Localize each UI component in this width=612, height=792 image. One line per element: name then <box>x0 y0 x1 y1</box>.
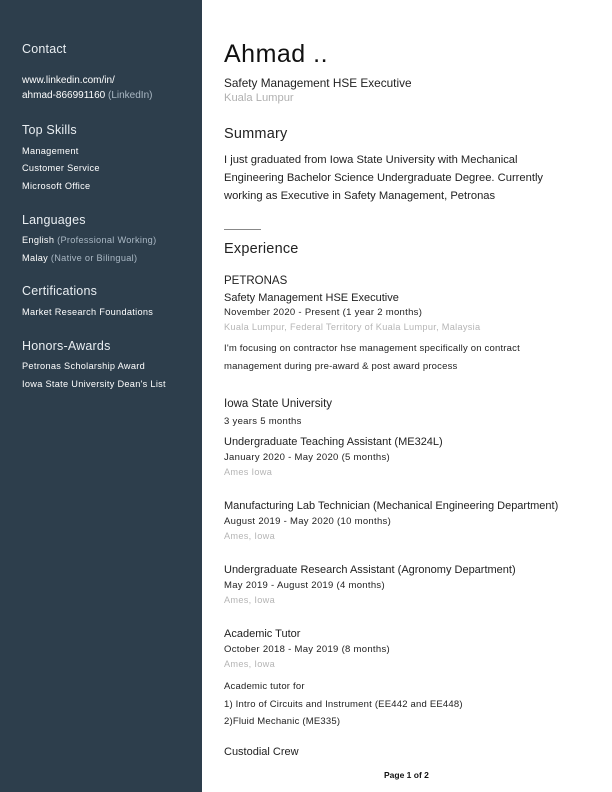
role-location: Ames, Iowa <box>224 531 275 541</box>
role-title: Undergraduate Teaching Assistant (ME324L) <box>224 436 443 448</box>
company-name: PETRONAS <box>224 275 288 287</box>
linkedin-suffix: (LinkedIn) <box>108 90 153 101</box>
person-name: Ahmad .. <box>224 40 329 68</box>
role-description: 2)Fluid Mechanic (ME335) <box>224 716 341 727</box>
language-name: English <box>22 235 55 245</box>
language-level: (Native or Bilingual) <box>50 253 138 263</box>
summary-line: working as Executive in Safety Management, Petronas <box>224 190 496 202</box>
certifications-heading: Certifications <box>22 284 98 298</box>
linkedin-link-line2[interactable] <box>22 90 152 101</box>
role-dates: November 2020 - Present (1 year 2 months) <box>224 307 423 318</box>
role-location: Ames Iowa <box>224 467 273 477</box>
contact-heading: Contact <box>22 42 67 56</box>
role-dates: May 2019 - August 2019 (4 months) <box>224 580 385 591</box>
page-number: Page 1 of 2 <box>384 770 429 780</box>
experience-heading: Experience <box>224 241 299 257</box>
linkedin-handle[interactable]: ahmad-866991160 <box>22 90 106 101</box>
company-duration: 3 years 5 months <box>224 416 302 427</box>
language-name: Malay <box>22 253 49 263</box>
role-description: management during pre-award & post award process <box>224 361 458 372</box>
language-item <box>22 253 137 263</box>
role-title: Custodial Crew <box>224 746 299 758</box>
company-name: Iowa State University <box>224 398 333 410</box>
role-title: Academic Tutor <box>224 628 301 640</box>
role-description: I'm focusing on contractor hse management specifically on contract <box>224 343 520 354</box>
language-item <box>22 235 156 245</box>
role-title: Undergraduate Research Assistant (Agronomy Department) <box>224 564 516 576</box>
role-title: Manufacturing Lab Technician (Mechanical Engineering Department) <box>224 500 559 512</box>
summary-text <box>224 151 584 205</box>
summary-line: I just graduated from Iowa State University with Mechanical <box>224 154 518 166</box>
skill-item: Microsoft Office <box>22 181 91 191</box>
sidebar <box>0 0 202 792</box>
role-description: 1) Intro of Circuits and Instrument (EE442 and EE448) <box>224 699 463 710</box>
skill-item: Management <box>22 146 79 156</box>
role-description: Academic tutor for <box>224 681 305 692</box>
role-title: Safety Management HSE Executive <box>224 292 399 304</box>
role-dates: January 2020 - May 2020 (5 months) <box>224 452 390 463</box>
certification-item: Market Research Foundations <box>22 307 154 317</box>
role-dates: August 2019 - May 2020 (10 months) <box>224 516 392 527</box>
language-level: (Professional Working) <box>57 235 157 245</box>
skill-item: Customer Service <box>22 163 100 173</box>
summary-line: Engineering Bachelor Science Undergraduate Degree. Currently <box>224 172 544 184</box>
role-location: Ames, Iowa <box>224 595 275 605</box>
role-location: Kuala Lumpur, Federal Territory of Kuala Lumpur, Malaysia <box>224 322 481 332</box>
summary-heading: Summary <box>224 126 288 142</box>
honors-heading: Honors-Awards <box>22 339 111 353</box>
section-divider <box>224 229 261 230</box>
honor-item: Petronas Scholarship Award <box>22 361 146 371</box>
role-dates: October 2018 - May 2019 (8 months) <box>224 644 390 655</box>
linkedin-link-line1[interactable]: www.linkedin.com/in/ <box>22 75 115 86</box>
honor-item: Iowa State University Dean's List <box>22 379 166 389</box>
top-skills-heading: Top Skills <box>22 123 77 137</box>
headline: Safety Management HSE Executive <box>224 76 412 90</box>
location: Kuala Lumpur <box>224 92 294 104</box>
role-location: Ames, Iowa <box>224 659 275 669</box>
languages-heading: Languages <box>22 213 86 227</box>
